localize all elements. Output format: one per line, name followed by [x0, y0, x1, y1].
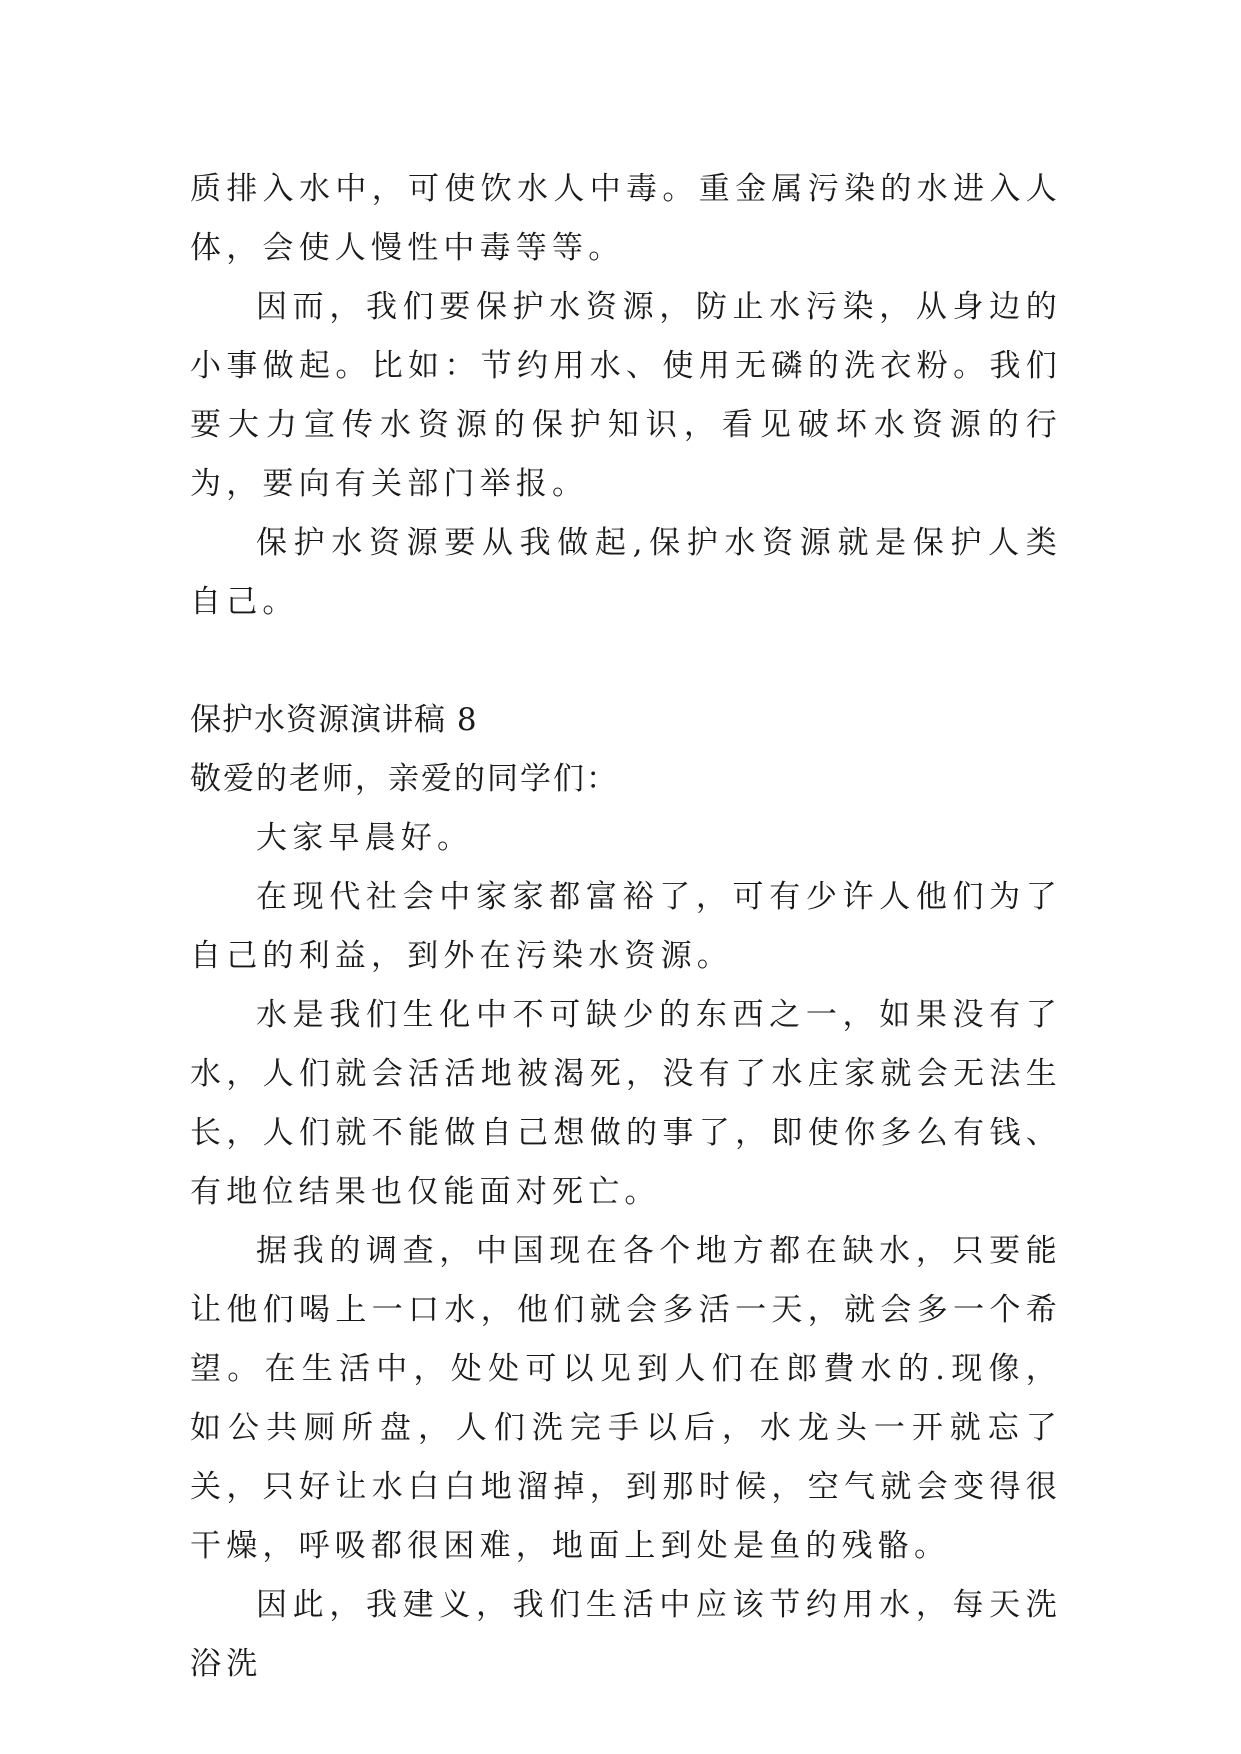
paragraph-suggestion: 因此，我建义，我们生活中应该节约用水，每天洗浴洗	[190, 1587, 1062, 1682]
document-body	[190, 160, 1062, 1694]
salutation: 敬爱的老师，亲爱的同学们：	[190, 761, 619, 797]
paragraph-modern-society: 在现代社会中家家都富裕了，可有少许人他们为了自己的利益，到外在污染水资源。	[190, 879, 1062, 974]
paragraph-investigation: 据我的调查，中国现在各个地方都在缺水，只要能让他们喝上一口水，他们就会多活一天，就会多一个希望。在生活中，处处可以见到人们在郎費水的.现像，如公共厕所盘，人们洗完手以后，水龙头一开就忘了关，只好让水白白地溜掉，到那时候，空气就会变得很干燥，呼吸都很困难，地面上到处是鱼的残骼。	[190, 1233, 1062, 1564]
section-heading: 保护水资源演讲稿 8	[190, 702, 478, 738]
section-spacer	[190, 632, 1062, 691]
paragraph-water-importance: 水是我们生化中不可缺少的东西之一，如果没有了水，人们就会活活地被渴死，没有了水庄家就会无法生长，人们就不能做自己想做的事了，即使你多么有钱、有地位结果也仅能面对死亡。	[190, 997, 1062, 1210]
paragraph-greeting: 大家早晨好。	[256, 820, 474, 856]
paragraph-continued: 质排入水中，可使饮水人中毒。重金属污染的水进入人体，会使人慢性中毒等等。	[190, 171, 1062, 266]
paragraph-closing-statement: 保护水资源要从我做起,保护水资源就是保护人类自己。	[190, 525, 1062, 620]
paragraph-protect-water: 因而，我们要保护水资源，防止水污染，从身边的小事做起。比如：节约用水、使用无磷的洗衣粉。我们要大力宣传水资源的保护知识，看见破坏水资源的行为，要向有关部门举报。	[190, 289, 1062, 502]
